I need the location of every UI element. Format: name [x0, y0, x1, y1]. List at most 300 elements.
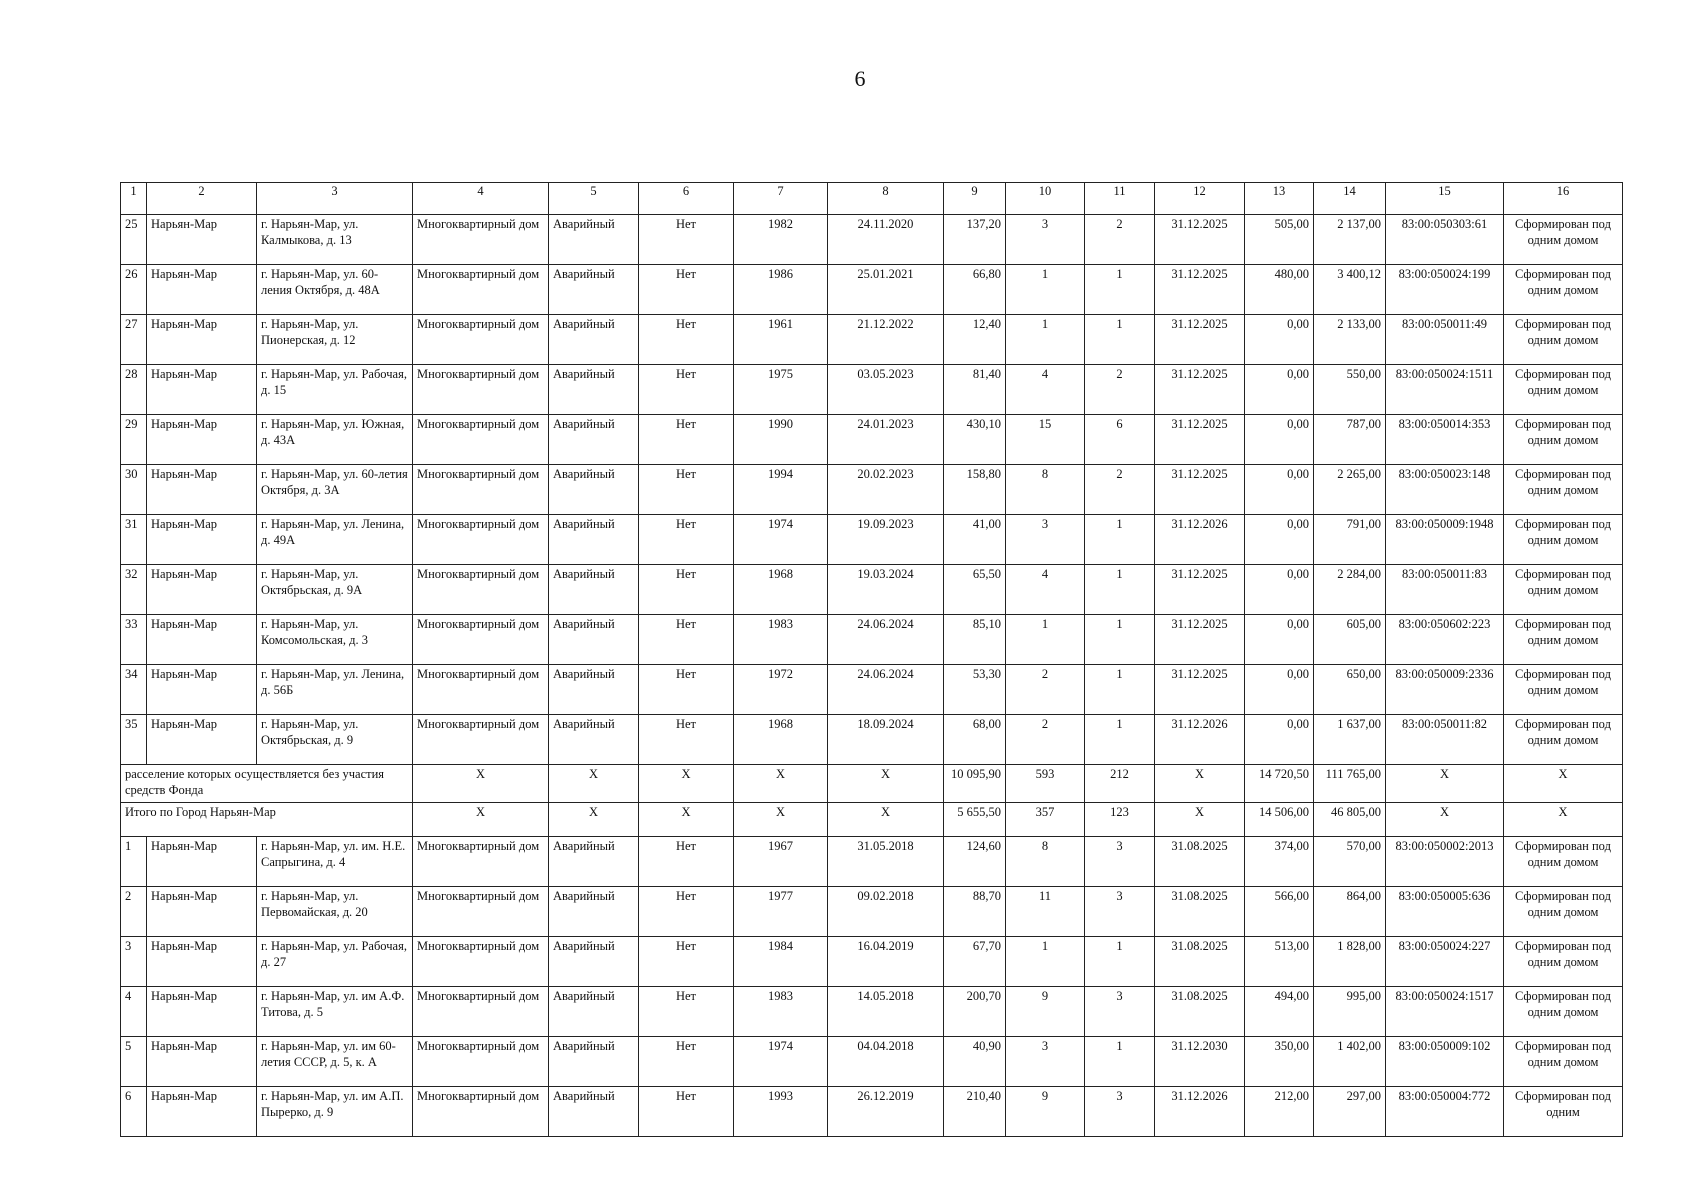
column-6-cell: Нет [639, 415, 734, 465]
cadastral-number-cell: 83:00:050024:199 [1386, 265, 1504, 315]
column-number-header: 1 [121, 183, 147, 215]
not-applicable-mark: X [413, 803, 549, 837]
not-applicable-mark: X [734, 765, 828, 803]
address-cell: г. Нарьян-Мар, ул. 60-ления Октября, д. 48А [257, 265, 413, 315]
column-10-cell: 8 [1006, 837, 1085, 887]
deadline-cell: 31.12.2026 [1155, 715, 1245, 765]
land-plot-status-cell: Сформирован под одним [1504, 1087, 1623, 1137]
column-14-cell: 1 402,00 [1314, 1037, 1386, 1087]
building-type-cell: Многоквартирный дом [413, 215, 549, 265]
building-type-cell: Многоквартирный дом [413, 315, 549, 365]
column-14-cell: 3 400,12 [1314, 265, 1386, 315]
column-10-cell: 3 [1006, 215, 1085, 265]
recognition-date-cell: 31.05.2018 [828, 837, 944, 887]
column-number-header: 15 [1386, 183, 1504, 215]
table-row [121, 1087, 1623, 1137]
column-13-cell: 374,00 [1245, 837, 1314, 887]
column-6-cell: Нет [639, 365, 734, 415]
recognition-date-cell: 03.05.2023 [828, 365, 944, 415]
condition-cell: Аварийный [549, 715, 639, 765]
address-cell: г. Нарьян-Мар, ул. Калмыкова, д. 13 [257, 215, 413, 265]
address-cell: г. Нарьян-Мар, ул. им 60-летия СССР, д. 5, к. А [257, 1037, 413, 1087]
condition-cell: Аварийный [549, 515, 639, 565]
column-11-cell: 2 [1085, 365, 1155, 415]
building-type-cell: Многоквартирный дом [413, 837, 549, 887]
deadline-cell: 31.12.2025 [1155, 265, 1245, 315]
area-cell: 40,90 [944, 1037, 1006, 1087]
building-type-cell: Многоквартирный дом [413, 365, 549, 415]
year-cell: 1967 [734, 837, 828, 887]
summary-column-14: 111 765,00 [1314, 765, 1386, 803]
cadastral-number-cell: 83:00:050009:102 [1386, 1037, 1504, 1087]
summary-column-13: 14 506,00 [1245, 803, 1314, 837]
settlement-cell: Нарьян-Мар [147, 265, 257, 315]
land-plot-status-cell: Сформирован под одним домом [1504, 315, 1623, 365]
column-6-cell: Нет [639, 515, 734, 565]
column-number-header: 7 [734, 183, 828, 215]
settlement-cell: Нарьян-Мар [147, 665, 257, 715]
building-type-cell: Многоквартирный дом [413, 937, 549, 987]
cadastral-number-cell: 83:00:050009:1948 [1386, 515, 1504, 565]
not-applicable-mark: X [1504, 765, 1623, 803]
row-number: 35 [121, 715, 147, 765]
column-11-cell: 1 [1085, 715, 1155, 765]
address-cell: г. Нарьян-Мар, ул. Октябрьская, д. 9А [257, 565, 413, 615]
column-number-header: 11 [1085, 183, 1155, 215]
column-11-cell: 3 [1085, 987, 1155, 1037]
table-row [121, 665, 1623, 715]
table-row [121, 937, 1623, 987]
settlement-cell: Нарьян-Мар [147, 987, 257, 1037]
column-13-cell: 0,00 [1245, 465, 1314, 515]
column-6-cell: Нет [639, 565, 734, 615]
column-13-cell: 0,00 [1245, 365, 1314, 415]
settlement-cell: Нарьян-Мар [147, 1087, 257, 1137]
column-number-header: 9 [944, 183, 1006, 215]
table-row [121, 265, 1623, 315]
year-cell: 1982 [734, 215, 828, 265]
column-6-cell: Нет [639, 315, 734, 365]
land-plot-status-cell: Сформирован под одним домом [1504, 1037, 1623, 1087]
area-cell: 41,00 [944, 515, 1006, 565]
column-6-cell: Нет [639, 1037, 734, 1087]
column-number-header: 2 [147, 183, 257, 215]
row-number: 26 [121, 265, 147, 315]
area-cell: 53,30 [944, 665, 1006, 715]
land-plot-status-cell: Сформирован под одним домом [1504, 665, 1623, 715]
column-6-cell: Нет [639, 715, 734, 765]
land-plot-status-cell: Сформирован под одним домом [1504, 365, 1623, 415]
summary-area: 10 095,90 [944, 765, 1006, 803]
table-row [121, 215, 1623, 265]
column-10-cell: 1 [1006, 265, 1085, 315]
year-cell: 1983 [734, 615, 828, 665]
year-cell: 1974 [734, 1037, 828, 1087]
area-cell: 124,60 [944, 837, 1006, 887]
summary-column-11: 212 [1085, 765, 1155, 803]
condition-cell: Аварийный [549, 565, 639, 615]
year-cell: 1968 [734, 565, 828, 615]
year-cell: 1993 [734, 1087, 828, 1137]
address-cell: г. Нарьян-Мар, ул. Ленина, д. 49А [257, 515, 413, 565]
row-number: 30 [121, 465, 147, 515]
column-11-cell: 3 [1085, 837, 1155, 887]
column-11-cell: 2 [1085, 215, 1155, 265]
column-13-cell: 566,00 [1245, 887, 1314, 937]
column-13-cell: 494,00 [1245, 987, 1314, 1037]
column-10-cell: 15 [1006, 415, 1085, 465]
deadline-cell: 31.12.2026 [1155, 1087, 1245, 1137]
not-applicable-mark: X [1155, 765, 1245, 803]
column-10-cell: 3 [1006, 515, 1085, 565]
column-number-header: 4 [413, 183, 549, 215]
recognition-date-cell: 21.12.2022 [828, 315, 944, 365]
deadline-cell: 31.12.2025 [1155, 565, 1245, 615]
column-6-cell: Нет [639, 665, 734, 715]
condition-cell: Аварийный [549, 987, 639, 1037]
column-10-cell: 4 [1006, 565, 1085, 615]
deadline-cell: 31.12.2025 [1155, 465, 1245, 515]
cadastral-number-cell: 83:00:050009:2336 [1386, 665, 1504, 715]
settlement-cell: Нарьян-Мар [147, 887, 257, 937]
column-6-cell: Нет [639, 837, 734, 887]
column-13-cell: 513,00 [1245, 937, 1314, 987]
deadline-cell: 31.12.2025 [1155, 415, 1245, 465]
column-11-cell: 1 [1085, 565, 1155, 615]
deadline-cell: 31.08.2025 [1155, 837, 1245, 887]
column-11-cell: 6 [1085, 415, 1155, 465]
address-cell: г. Нарьян-Мар, ул. Южная, д. 43А [257, 415, 413, 465]
row-number: 6 [121, 1087, 147, 1137]
row-number: 5 [121, 1037, 147, 1087]
area-cell: 66,80 [944, 265, 1006, 315]
deadline-cell: 31.08.2025 [1155, 937, 1245, 987]
condition-cell: Аварийный [549, 887, 639, 937]
column-13-cell: 0,00 [1245, 515, 1314, 565]
land-plot-status-cell: Сформирован под одним домом [1504, 515, 1623, 565]
building-type-cell: Многоквартирный дом [413, 715, 549, 765]
year-cell: 1974 [734, 515, 828, 565]
not-applicable-mark: X [828, 803, 944, 837]
column-10-cell: 8 [1006, 465, 1085, 515]
summary-column-10: 357 [1006, 803, 1085, 837]
housing-registry-table [120, 182, 1623, 1137]
building-type-cell: Многоквартирный дом [413, 415, 549, 465]
year-cell: 1990 [734, 415, 828, 465]
cadastral-number-cell: 83:00:050024:1511 [1386, 365, 1504, 415]
cadastral-number-cell: 83:00:050005:636 [1386, 887, 1504, 937]
row-number: 3 [121, 937, 147, 987]
recognition-date-cell: 09.02.2018 [828, 887, 944, 937]
deadline-cell: 31.12.2026 [1155, 515, 1245, 565]
column-13-cell: 0,00 [1245, 415, 1314, 465]
cadastral-number-cell: 83:00:050004:772 [1386, 1087, 1504, 1137]
table-row [121, 837, 1623, 887]
building-type-cell: Многоквартирный дом [413, 615, 549, 665]
address-cell: г. Нарьян-Мар, ул. Первомайская, д. 20 [257, 887, 413, 937]
table-row [121, 415, 1623, 465]
column-number-header: 8 [828, 183, 944, 215]
column-11-cell: 1 [1085, 265, 1155, 315]
not-applicable-mark: X [734, 803, 828, 837]
row-number: 33 [121, 615, 147, 665]
column-6-cell: Нет [639, 1087, 734, 1137]
year-cell: 1972 [734, 665, 828, 715]
settlement-cell: Нарьян-Мар [147, 937, 257, 987]
land-plot-status-cell: Сформирован под одним домом [1504, 987, 1623, 1037]
condition-cell: Аварийный [549, 465, 639, 515]
area-cell: 68,00 [944, 715, 1006, 765]
recognition-date-cell: 19.03.2024 [828, 565, 944, 615]
column-14-cell: 1 828,00 [1314, 937, 1386, 987]
land-plot-status-cell: Сформирован под одним домом [1504, 265, 1623, 315]
recognition-date-cell: 26.12.2019 [828, 1087, 944, 1137]
row-number: 34 [121, 665, 147, 715]
row-number: 25 [121, 215, 147, 265]
table-row [121, 515, 1623, 565]
summary-column-14: 46 805,00 [1314, 803, 1386, 837]
cadastral-number-cell: 83:00:050023:148 [1386, 465, 1504, 515]
cadastral-number-cell: 83:00:050303:61 [1386, 215, 1504, 265]
deadline-cell: 31.12.2025 [1155, 665, 1245, 715]
column-6-cell: Нет [639, 987, 734, 1037]
column-11-cell: 2 [1085, 465, 1155, 515]
column-6-cell: Нет [639, 215, 734, 265]
cadastral-number-cell: 83:00:050011:83 [1386, 565, 1504, 615]
summary-column-10: 593 [1006, 765, 1085, 803]
column-11-cell: 3 [1085, 1087, 1155, 1137]
column-13-cell: 480,00 [1245, 265, 1314, 315]
row-number: 28 [121, 365, 147, 415]
table-row [121, 465, 1623, 515]
settlement-cell: Нарьян-Мар [147, 565, 257, 615]
deadline-cell: 31.08.2025 [1155, 987, 1245, 1037]
column-14-cell: 995,00 [1314, 987, 1386, 1037]
cadastral-number-cell: 83:00:050024:227 [1386, 937, 1504, 987]
address-cell: г. Нарьян-Мар, ул. Ленина, д. 56Б [257, 665, 413, 715]
condition-cell: Аварийный [549, 365, 639, 415]
building-type-cell: Многоквартирный дом [413, 565, 549, 615]
column-10-cell: 2 [1006, 715, 1085, 765]
page-number: 6 [854, 66, 866, 91]
recognition-date-cell: 24.06.2024 [828, 665, 944, 715]
address-cell: г. Нарьян-Мар, ул. им. Н.Е. Сапрыгина, д. 4 [257, 837, 413, 887]
address-cell: г. Нарьян-Мар, ул. Октябрьская, д. 9 [257, 715, 413, 765]
recognition-date-cell: 18.09.2024 [828, 715, 944, 765]
settlement-cell: Нарьян-Мар [147, 465, 257, 515]
recognition-date-cell: 24.06.2024 [828, 615, 944, 665]
summary-label: расселение которых осуществляется без участия средств Фонда [121, 765, 413, 803]
table-row [121, 615, 1623, 665]
condition-cell: Аварийный [549, 1087, 639, 1137]
settlement-cell: Нарьян-Мар [147, 365, 257, 415]
column-6-cell: Нет [639, 887, 734, 937]
column-14-cell: 605,00 [1314, 615, 1386, 665]
land-plot-status-cell: Сформирован под одним домом [1504, 715, 1623, 765]
land-plot-status-cell: Сформирован под одним домом [1504, 937, 1623, 987]
row-number: 1 [121, 837, 147, 887]
condition-cell: Аварийный [549, 265, 639, 315]
not-applicable-mark: X [1504, 803, 1623, 837]
column-number-header: 6 [639, 183, 734, 215]
address-cell: г. Нарьян-Мар, ул. Пионерская, д. 12 [257, 315, 413, 365]
not-applicable-mark: X [413, 765, 549, 803]
column-14-cell: 2 133,00 [1314, 315, 1386, 365]
column-11-cell: 3 [1085, 887, 1155, 937]
area-cell: 137,20 [944, 215, 1006, 265]
area-cell: 65,50 [944, 565, 1006, 615]
year-cell: 1961 [734, 315, 828, 365]
column-10-cell: 11 [1006, 887, 1085, 937]
column-11-cell: 1 [1085, 1037, 1155, 1087]
address-cell: г. Нарьян-Мар, ул. им А.П. Пырерко, д. 9 [257, 1087, 413, 1137]
building-type-cell: Многоквартирный дом [413, 887, 549, 937]
recognition-date-cell: 24.01.2023 [828, 415, 944, 465]
cadastral-number-cell: 83:00:050002:2013 [1386, 837, 1504, 887]
cadastral-number-cell: 83:00:050024:1517 [1386, 987, 1504, 1037]
condition-cell: Аварийный [549, 665, 639, 715]
year-cell: 1986 [734, 265, 828, 315]
column-10-cell: 1 [1006, 615, 1085, 665]
recognition-date-cell: 19.09.2023 [828, 515, 944, 565]
not-applicable-mark: X [639, 803, 734, 837]
column-13-cell: 0,00 [1245, 565, 1314, 615]
column-13-cell: 0,00 [1245, 715, 1314, 765]
area-cell: 200,70 [944, 987, 1006, 1037]
not-applicable-mark: X [549, 803, 639, 837]
building-type-cell: Многоквартирный дом [413, 987, 549, 1037]
land-plot-status-cell: Сформирован под одним домом [1504, 615, 1623, 665]
cadastral-number-cell: 83:00:050602:223 [1386, 615, 1504, 665]
not-applicable-mark: X [828, 765, 944, 803]
area-cell: 158,80 [944, 465, 1006, 515]
recognition-date-cell: 24.11.2020 [828, 215, 944, 265]
settlement-cell: Нарьян-Мар [147, 1037, 257, 1087]
column-10-cell: 1 [1006, 937, 1085, 987]
not-applicable-mark: X [1386, 765, 1504, 803]
settlement-cell: Нарьян-Мар [147, 615, 257, 665]
column-14-cell: 791,00 [1314, 515, 1386, 565]
building-type-cell: Многоквартирный дом [413, 515, 549, 565]
column-14-cell: 2 284,00 [1314, 565, 1386, 615]
column-10-cell: 3 [1006, 1037, 1085, 1087]
row-number: 29 [121, 415, 147, 465]
year-cell: 1977 [734, 887, 828, 937]
not-applicable-mark: X [1155, 803, 1245, 837]
deadline-cell: 31.12.2025 [1155, 315, 1245, 365]
address-cell: г. Нарьян-Мар, ул. Комсомольская, д. 3 [257, 615, 413, 665]
year-cell: 1975 [734, 365, 828, 415]
area-cell: 210,40 [944, 1087, 1006, 1137]
settlement-cell: Нарьян-Мар [147, 215, 257, 265]
column-13-cell: 0,00 [1245, 665, 1314, 715]
table-row [121, 315, 1623, 365]
building-type-cell: Многоквартирный дом [413, 265, 549, 315]
column-13-cell: 0,00 [1245, 315, 1314, 365]
condition-cell: Аварийный [549, 215, 639, 265]
condition-cell: Аварийный [549, 415, 639, 465]
condition-cell: Аварийный [549, 615, 639, 665]
column-11-cell: 1 [1085, 615, 1155, 665]
column-13-cell: 212,00 [1245, 1087, 1314, 1137]
column-number-header: 10 [1006, 183, 1085, 215]
land-plot-status-cell: Сформирован под одним домом [1504, 565, 1623, 615]
condition-cell: Аварийный [549, 315, 639, 365]
table-row [121, 1037, 1623, 1087]
year-cell: 1968 [734, 715, 828, 765]
column-6-cell: Нет [639, 465, 734, 515]
column-6-cell: Нет [639, 937, 734, 987]
address-cell: г. Нарьян-Мар, ул. им А.Ф. Титова, д. 5 [257, 987, 413, 1037]
column-number-header: 16 [1504, 183, 1623, 215]
land-plot-status-cell: Сформирован под одним домом [1504, 887, 1623, 937]
deadline-cell: 31.12.2030 [1155, 1037, 1245, 1087]
cadastral-number-cell: 83:00:050011:82 [1386, 715, 1504, 765]
column-number-header: 3 [257, 183, 413, 215]
column-14-cell: 2 137,00 [1314, 215, 1386, 265]
column-number-header-row [121, 183, 1623, 215]
area-cell: 67,70 [944, 937, 1006, 987]
column-10-cell: 1 [1006, 315, 1085, 365]
deadline-cell: 31.08.2025 [1155, 887, 1245, 937]
column-number-header: 5 [549, 183, 639, 215]
column-14-cell: 650,00 [1314, 665, 1386, 715]
area-cell: 88,70 [944, 887, 1006, 937]
not-applicable-mark: X [1386, 803, 1504, 837]
area-cell: 12,40 [944, 315, 1006, 365]
recognition-date-cell: 25.01.2021 [828, 265, 944, 315]
recognition-date-cell: 04.04.2018 [828, 1037, 944, 1087]
column-6-cell: Нет [639, 615, 734, 665]
row-number: 4 [121, 987, 147, 1037]
building-type-cell: Многоквартирный дом [413, 465, 549, 515]
column-14-cell: 864,00 [1314, 887, 1386, 937]
table-row [121, 565, 1623, 615]
column-number-header: 13 [1245, 183, 1314, 215]
settlement-cell: Нарьян-Мар [147, 515, 257, 565]
column-11-cell: 1 [1085, 665, 1155, 715]
area-cell: 430,10 [944, 415, 1006, 465]
column-number-header: 14 [1314, 183, 1386, 215]
subtotal-row-without-fund [121, 765, 1623, 803]
row-number: 27 [121, 315, 147, 365]
summary-label: Итого по Город Нарьян-Мар [121, 803, 413, 837]
settlement-cell: Нарьян-Мар [147, 315, 257, 365]
column-10-cell: 2 [1006, 665, 1085, 715]
building-type-cell: Многоквартирный дом [413, 1037, 549, 1087]
not-applicable-mark: X [639, 765, 734, 803]
column-11-cell: 1 [1085, 315, 1155, 365]
condition-cell: Аварийный [549, 837, 639, 887]
column-13-cell: 0,00 [1245, 615, 1314, 665]
column-13-cell: 505,00 [1245, 215, 1314, 265]
column-10-cell: 9 [1006, 1087, 1085, 1137]
row-number: 31 [121, 515, 147, 565]
column-14-cell: 570,00 [1314, 837, 1386, 887]
column-14-cell: 297,00 [1314, 1087, 1386, 1137]
address-cell: г. Нарьян-Мар, ул. Рабочая, д. 15 [257, 365, 413, 415]
row-number: 32 [121, 565, 147, 615]
recognition-date-cell: 20.02.2023 [828, 465, 944, 515]
summary-column-11: 123 [1085, 803, 1155, 837]
column-11-cell: 1 [1085, 515, 1155, 565]
year-cell: 1984 [734, 937, 828, 987]
address-cell: г. Нарьян-Мар, ул. Рабочая, д. 27 [257, 937, 413, 987]
year-cell: 1983 [734, 987, 828, 1037]
summary-column-13: 14 720,50 [1245, 765, 1314, 803]
cadastral-number-cell: 83:00:050011:49 [1386, 315, 1504, 365]
column-6-cell: Нет [639, 265, 734, 315]
